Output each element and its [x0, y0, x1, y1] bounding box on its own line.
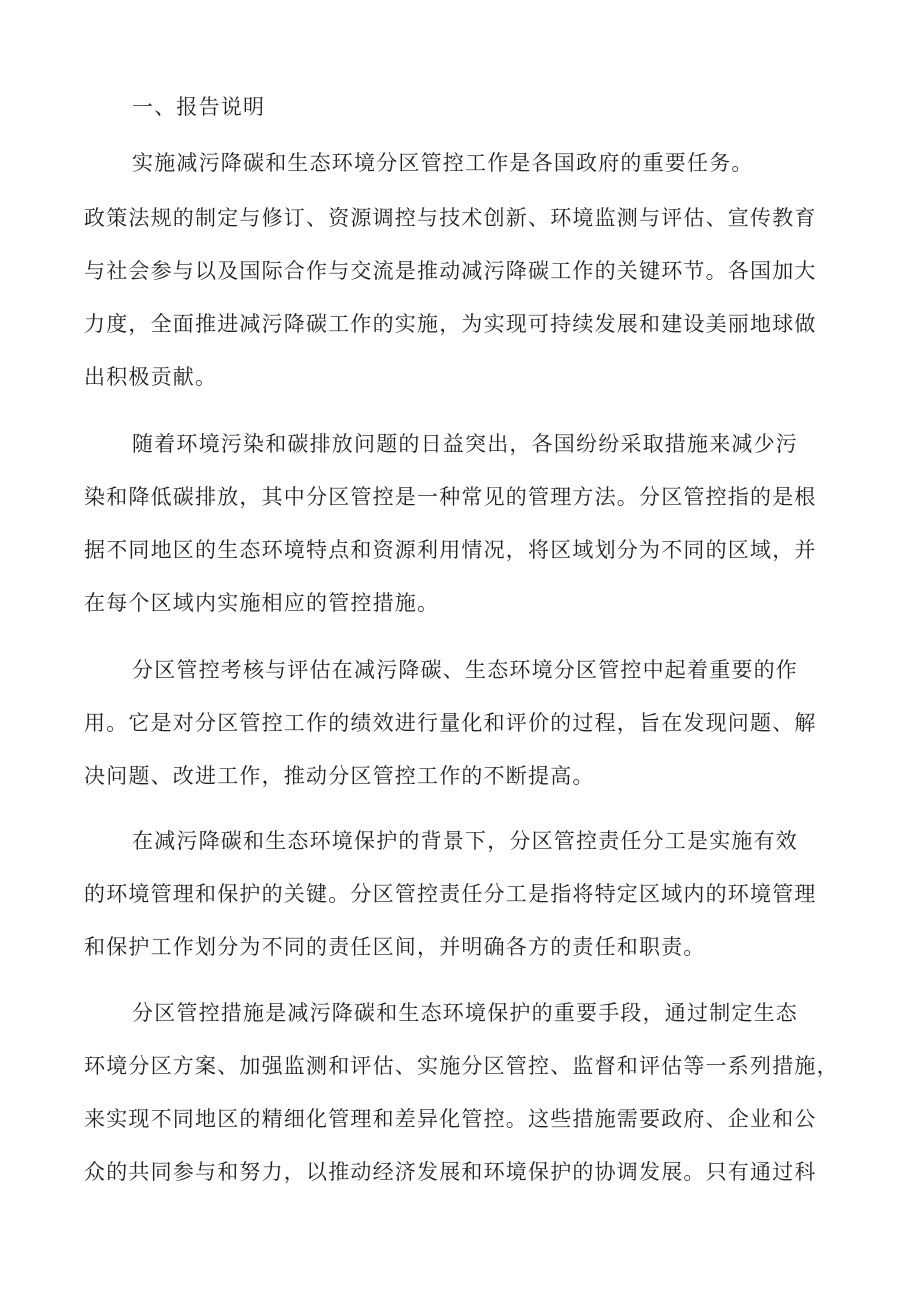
paragraph-4-line-1: 在减污降碳和生态环境保护的背景下，分区管控责任分工是实施有效 — [132, 829, 798, 853]
section-heading: 一、报告说明 — [132, 95, 266, 119]
paragraph-2-line-1: 随着环境污染和碳排放问题的日益突出，各国纷纷采取措施来减少污 — [132, 432, 798, 456]
paragraph-3-line-3: 决问题、改进工作，推动分区管控工作的不断提高。 — [84, 764, 595, 788]
paragraph-5-line-2: 环境分区方案、加强监测和评估、实施分区管控、监督和评估等一系列措施， — [84, 1054, 839, 1078]
paragraph-3-line-2: 用。它是对分区管控工作的绩效进行量化和评价的过程，旨在发现问题、解 — [84, 711, 817, 735]
paragraph-1-line-2: 政策法规的制定与修订、资源调控与技术创新、环境监测与评估、宣传教育 — [84, 206, 817, 230]
paragraph-1-line-1: 实施减污降碳和生态环境分区管控工作是各国政府的重要任务。 — [132, 151, 754, 175]
paragraph-5-line-4: 众的共同参与和努力，以推动经济发展和环境保护的协调发展。只有通过科 — [84, 1160, 817, 1184]
paragraph-1-line-5: 出积极贡献。 — [84, 365, 218, 389]
paragraph-2-line-2: 染和降低碳排放，其中分区管控是一种常见的管理方法。分区管控指的是根 — [84, 485, 817, 509]
paragraph-4-line-2: 的环境管理和保护的关键。分区管控责任分工是指将特定区域内的环境管理 — [84, 882, 817, 906]
paragraph-3-line-1: 分区管控考核与评估在减污降碳、生态环境分区管控中起着重要的作 — [132, 658, 798, 682]
paragraph-2-line-4: 在每个区域内实施相应的管控措施。 — [84, 591, 440, 615]
paragraph-1-line-4: 力度，全面推进减污降碳工作的实施，为实现可持续发展和建设美丽地球做 — [84, 312, 817, 336]
paragraph-5-line-3: 来实现不同地区的精细化管理和差异化管控。这些措施需要政府、企业和公 — [84, 1107, 817, 1131]
paragraph-5-line-1: 分区管控措施是减污降碳和生态环境保护的重要手段，通过制定生态 — [132, 1001, 798, 1025]
paragraph-4-line-3: 和保护工作划分为不同的责任区间，并明确各方的责任和职责。 — [84, 935, 706, 959]
paragraph-1-line-3: 与社会参与以及国际合作与交流是推动减污降碳工作的关键环节。各国加大 — [84, 259, 817, 283]
paragraph-2-line-3: 据不同地区的生态环境特点和资源利用情况，将区域划分为不同的区域，并 — [84, 538, 817, 562]
